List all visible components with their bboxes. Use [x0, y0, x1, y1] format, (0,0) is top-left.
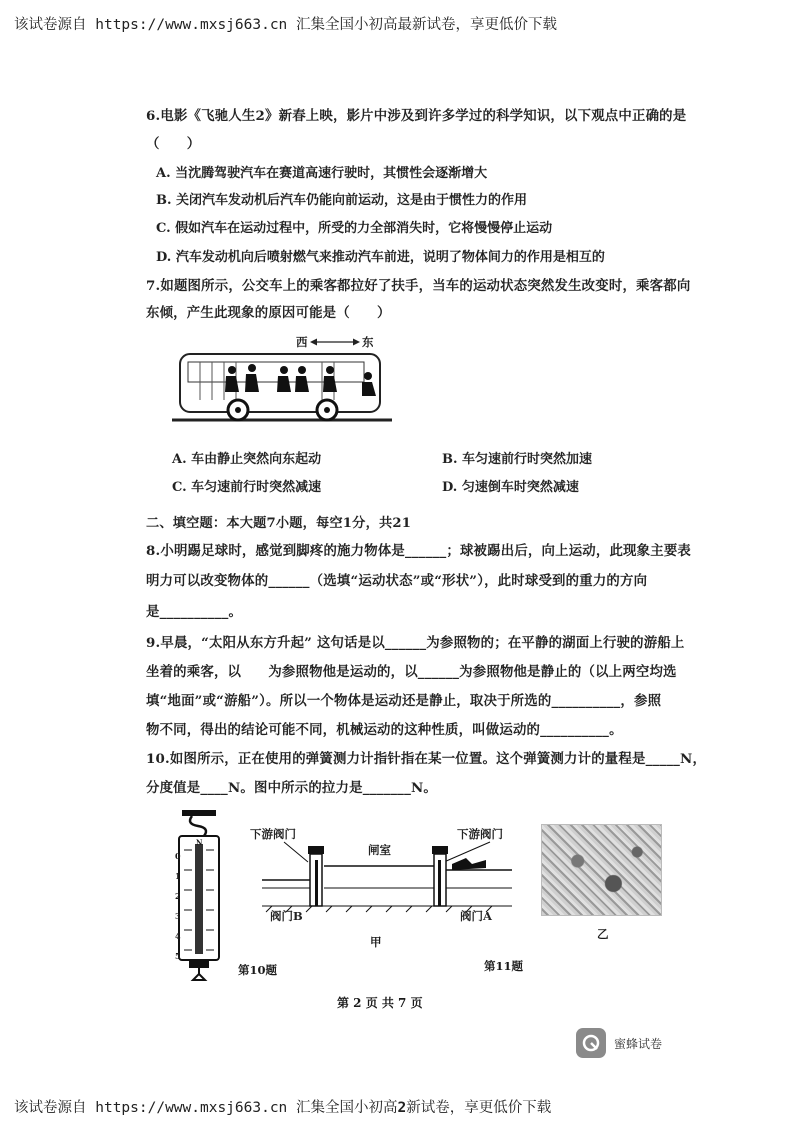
q6-option-c: C. 假如汽车在运动过程中，所受的力全部消失时，它将慢慢停止运动	[156, 221, 553, 236]
scale-tick-0: 0	[175, 851, 181, 861]
q6-option-d: D. 汽车发动机向后喷射燃气来推动汽车前进，说明了物体间力的作用是相互的	[156, 250, 605, 265]
bottom-banner-prefix: 该试卷源自 https://www.mxsj663.cn 汇集全国小初高	[14, 1100, 398, 1116]
q10-line1: 10.如图所示，正在使用的弹簧测力计指针指在某一位置。这个弹簧测力计的量程是_____N，	[146, 751, 707, 767]
bottom-banner-suffix: 新试卷，享更低价下载	[406, 1100, 552, 1116]
spring-scale-figure	[174, 810, 224, 985]
q6-option-b: B. 关闭汽车发动机后汽车仍能向前运动，这是由于惯性力的作用	[156, 193, 528, 208]
label-downstream-valve-left: 下游阀门	[250, 827, 296, 841]
scale-tick-4: 4	[175, 931, 181, 941]
q6-option-a: A. 当沈腾驾驶汽车在赛道高速行驶时，其惯性会逐渐增大	[156, 166, 488, 181]
q7-option-a: A. 车由静止突然向东起动	[172, 452, 322, 467]
q10-line2: 分度值是____N。图中所示的拉力是_______N。	[146, 780, 437, 796]
bus-figure	[172, 350, 392, 425]
bee-logo-icon	[576, 1028, 606, 1058]
label-jia: 甲	[370, 935, 382, 949]
q8-line1: 8.小明踢足球时，感觉到脚疼的施力物体是______；球被踢出后，向上运动，此现象主要表	[146, 543, 692, 559]
scale-tick-5: 5	[175, 951, 181, 961]
scale-unit: N	[196, 838, 203, 847]
q7-option-b: B. 车匀速前行时突然加速	[442, 452, 593, 467]
scale-tick-3: 3	[175, 911, 181, 921]
page-number: 第 2 页 共 7 页	[337, 996, 423, 1010]
section2-heading: 二、填空题：本大题7小题，每空1分，共21	[146, 516, 412, 531]
q6-stem-line1: 6.电影《飞驰人生2》新春上映，影片中涉及到许多学过的科学知识，以下观点中正确的是	[146, 108, 687, 124]
bottom-banner-page-number: 2	[397, 1100, 407, 1116]
q9-line3: 填“地面”或“游船”）。所以一个物体是运动还是静止，取决于所选的__________，参照	[146, 693, 662, 709]
q7-option-d: D. 匀速倒车时突然减速	[442, 480, 579, 495]
q8-line3: 是__________。	[146, 604, 243, 620]
brand-name: 蜜蜂试卷	[614, 1036, 663, 1051]
q7-option-c: C. 车匀速前行时突然减速	[172, 480, 322, 495]
top-banner: 该试卷源自 https://www.mxsj663.cn 汇集全国小初高最新试卷，享更低价下载	[14, 17, 558, 33]
bottom-banner	[14, 1096, 551, 1117]
brand-logo	[576, 1028, 662, 1058]
direction-east: 东	[362, 335, 374, 349]
label-valve-a: 阀门A	[460, 909, 492, 923]
label-lock-chamber: 闸室	[368, 843, 391, 857]
caption-q10: 第10题	[238, 963, 278, 977]
q9-line1: 9.早晨，“太阳从东方升起” 这句话是以______为参照物的；在平静的湖面上行驶的游船上	[146, 635, 685, 651]
direction-west: 西	[296, 335, 308, 349]
scale-ticks-left	[175, 846, 183, 966]
label-yi: 乙	[597, 927, 609, 941]
scale-tick-1: 1	[175, 871, 181, 881]
direction-arrow-icon	[310, 336, 360, 348]
caption-q11: 第11题	[484, 959, 524, 973]
q6-stem-line2: （ ）	[146, 136, 201, 152]
q7-stem-line1: 7.如题图所示，公交车上的乘客都拉好了扶手，当车的运动状态突然发生改变时，乘客都向	[146, 278, 691, 294]
q7-stem-line2: 东倾，产生此现象的原因可能是（ ）	[146, 305, 391, 321]
q9-line2: 坐着的乘客，以 为参照物他是运动的，以______为参照物他是静止的（以上两空均选	[146, 664, 677, 680]
water-photo	[541, 824, 662, 916]
q8-line2: 明力可以改变物体的______（选填“运动状态”或“形状”），此时球受到的重力的方向	[146, 573, 648, 589]
label-valve-b: 阀门B	[270, 909, 303, 923]
q9-line4: 物不同，得出的结论可能不同，机械运动的这种性质，叫做运动的__________。	[146, 722, 623, 738]
label-downstream-valve-right: 下游阀门	[457, 827, 503, 841]
scale-tick-2: 2	[175, 891, 181, 901]
ship-lock-figure	[262, 836, 512, 916]
